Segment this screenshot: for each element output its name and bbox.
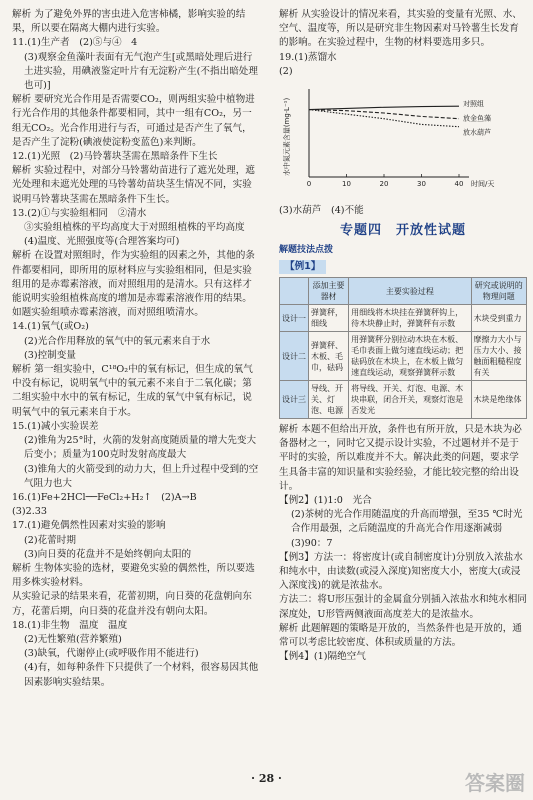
- x-tick-label: 20: [379, 180, 389, 189]
- answer-paragraph: (3)水葫芦 (4)不能: [279, 205, 364, 217]
- experiment-table: [279, 277, 527, 419]
- table-header: 主要实验过程: [349, 278, 471, 305]
- answer-paragraph: 14.(1)氧气(或O₂): [12, 321, 89, 333]
- row-label: 设计三: [280, 381, 309, 419]
- answer-paragraph: (3)观察金鱼藻叶表面有无气泡产生[或黑暗处理后进行土进实验，用碘液鉴定叶片有无淀粉产生(不指出暗处理也可)]: [24, 51, 258, 92]
- table-cell: 摩擦力大小与压力大小、接触面粗糙程度有关: [471, 332, 526, 381]
- answer-paragraph: 17.(1)避免偶然性因素对实验的影响: [12, 520, 166, 532]
- x-tick-label: 30: [417, 180, 426, 189]
- table-cell: 木块受到重力: [471, 305, 526, 332]
- answer-paragraph: 15.(1)减小实验误差: [12, 420, 99, 432]
- x-axis-label: 时间/天: [471, 180, 495, 189]
- series-line: [309, 106, 459, 109]
- answer-paragraph: (3)缺氧，代谢停止(或呼吸作用不能进行): [24, 648, 199, 660]
- answer-paragraph: 解析 为了避免外界的害虫进入危害柿橘，影响实验的结果，所以要在隔离大棚内进行实验。: [12, 9, 246, 35]
- answer-paragraph: 12.(1)光照 (2)马铃薯块茎需在黑暗条件下生长: [12, 151, 218, 163]
- answer-paragraph: 解析 从实验设计的情况来看，其实验的变量有光照、水、空气、温度等，所以是研究非生物因素对马铃薯生长发育的影响。在实验过程中，生物的材料要选用多只。: [279, 9, 522, 49]
- answer-paragraph: (2)花蕾时期: [24, 534, 76, 546]
- answer-paragraph: 【例4】(1)隔绝空气: [279, 651, 366, 663]
- answer-paragraph: 解析 本题不但给出开放，条件也有所开放，只是木块为必备器材之一，同时它又提示设计实验，不过题材并不是于平时的实验，所以难度并不大。解决此类的问题，要求学生具备丰富的知识量和实验经验，才能比较完整的给出设计。: [279, 424, 522, 492]
- legend-label: 放金鱼藻: [463, 114, 491, 123]
- watermark-logo: 答案圈: [465, 771, 525, 795]
- answer-paragraph: 解析 此题解题的策略是开放的，当然条件也是开放的，通常可以考虑比较密度、体积或质量的方法。: [279, 622, 522, 649]
- answer-paragraph: 16.(1)Fe+2HCl──FeCl₂+H₂↑ (2)A→B: [12, 491, 197, 503]
- answer-paragraph: 方法二：将U形压强计的金属盒分别插入浓盐水和纯水相同深度处，U形管两侧液面高度差大的是浓盐水。: [279, 594, 527, 620]
- table-header-row: [280, 278, 527, 305]
- answer-paragraph: 解析 实验过程中，对部分马铃薯幼苗进行了遮光处理，遮光处理和未遮光处理的马铃薯幼苗块茎生情况不同，实验说明马铃薯块茎需在黑暗条件下生长。: [12, 165, 255, 205]
- answer-paragraph: (4)有，如每种条件下只提供了一个材料，很容易因其他因素影响实验结果。: [24, 662, 259, 688]
- nitrogen-line-chart: [279, 79, 527, 199]
- sub-title: 解题技法点拨: [279, 244, 334, 255]
- table-cell: 木块是绝缘体: [471, 381, 526, 419]
- answer-paragraph: (4)温度、光照强度等(合理答案均可): [24, 236, 180, 248]
- right-top-text: [279, 8, 527, 79]
- legend-label: 对照组: [463, 100, 484, 109]
- table-cell: 弹簧秤、木板、毛巾，砝码: [309, 332, 349, 381]
- table-cell: 用细线将木块挂在弹簧秤钩上，待木块静止时，弹簧秤有示数: [349, 305, 471, 332]
- answer-paragraph: 解析 第一组实验中，C¹⁸O₂中的氧有标记，但生成的氧气中没有标记，说明氧气中的氧元素不来自于二氧化碳；第二组实验中水中的氧有标记，生成的氧气中氧有标记，说明氧气中的氧元素来自于水。: [12, 364, 253, 418]
- table-cell: 导线、开关、灯泡、电源: [309, 381, 349, 419]
- answer-paragraph: (2)无性繁殖(营养繁殖): [24, 633, 122, 645]
- page-number: · 28 ·: [251, 772, 282, 785]
- answer-paragraph: 13.(2)①与实验组相同 ②清水: [12, 207, 147, 219]
- answer-paragraph: ③实验组植株的平均高度大于对照组植株的平均高度: [24, 222, 245, 234]
- row-label: 设计二: [280, 332, 309, 381]
- table-row: [280, 305, 527, 332]
- answer-paragraph: 18.(1)非生物 温度 温度: [12, 619, 128, 631]
- table-row: [280, 381, 527, 419]
- answer-paragraph: 19.(1)蒸馏水: [279, 51, 337, 63]
- table-cell: 弹簧秤，细线: [309, 305, 349, 332]
- example-1-label: 【例1】: [279, 260, 326, 274]
- table-header-blank: [280, 278, 309, 305]
- answer-paragraph: 解析 要研究光合作用是否需要CO₂，则两组实验中植物进行光合作用的其他条件都要相同，其中一组有CO₂，另一组无CO₂。光合作用进行与否，可通过是否产生了氧气，是否产生了淀粉(碘液使淀粉变蓝色)来判断。: [12, 94, 255, 148]
- answer-paragraph: (3)90：7: [291, 537, 333, 549]
- answer-paragraph: 解析 生物体实验的选材，要避免实验的偶然性，所以要选用多株实验材料。: [12, 562, 255, 589]
- table-header: 研究或说明的物理问题: [471, 278, 526, 305]
- right-column: [279, 8, 527, 664]
- answer-paragraph: (2)光合作用释放的氧气中的氧元素来自于水: [24, 335, 211, 347]
- answer-paragraph: 11.(1)生产者 (2)⑤与④ 4: [12, 37, 138, 49]
- answer-paragraph: (2): [279, 65, 293, 77]
- series-line: [309, 110, 459, 119]
- left-column: [12, 8, 260, 690]
- answer-paragraph: 从实验记录的结果来看，花蕾初期，向日葵的花盘朝向东方，花蕾后期，向日葵的花盘并没有朝向太阳。: [12, 591, 252, 617]
- table-cell: 用弹簧秤分别拉动木块在木板、毛巾表面上做匀速直线运动；把砝码放在木块上，在木板上做匀速直线运动，观察弹簧秤示数: [349, 332, 471, 381]
- table-header: 添加主要器材: [309, 278, 349, 305]
- answer-paragraph: 解析 在设置对照组时，作为实验组的因素之外，其他的条件都要相同，即所用的原材料应与实验组相同，但是实验组用的是赤霉素溶液，而对照组用的是清水。只有这样才能说明实验组植株高度的增加是赤霉素溶液作用的结果。如题实验组喷赤霉素溶液，而对照组喷清水。: [12, 250, 255, 319]
- series-line: [309, 110, 459, 127]
- y-axis-label: 水中氮元素含量(mg·L⁻¹): [283, 97, 291, 177]
- table-cell: 将导线、开关、灯泡、电源、木块串联，闭合开关，观察灯泡是否发光: [349, 381, 471, 419]
- right-bottom-text: [279, 423, 527, 664]
- answer-paragraph: (3)向日葵的花盘并不是始终朝向太阳的: [24, 548, 192, 560]
- table-row: [280, 332, 527, 381]
- answer-paragraph: 【例2】(1)1:0 光合: [279, 495, 372, 507]
- right-mid-text: [279, 204, 527, 218]
- answer-paragraph: (2)锥角为25°时，火箭的发射高度随质量的增大先变大后变小；质量为100克时发射高度最大: [24, 435, 257, 461]
- x-tick-label: 40: [454, 180, 464, 189]
- legend-label: 放水葫芦: [463, 128, 491, 137]
- answer-paragraph: (3)锥角大的火箭受到的动力大，但上升过程中受到的空气阻力也大: [24, 463, 259, 489]
- section-title: 专题四 开放性试题: [339, 223, 466, 239]
- answer-paragraph: 【例3】方法一：将密度计(或自制密度计)分别放入浓盐水和纯水中，由读数(或浸入深度)知密度大小，密度大(或浸入深度浅)的就是浓盐水。: [279, 551, 523, 592]
- x-tick-label: 10: [342, 180, 351, 189]
- x-tick-label: 0: [306, 180, 312, 189]
- answer-paragraph: (3)控制变量: [24, 349, 76, 361]
- answer-paragraph: (2)茶树的光合作用随温度的升高而增强，至35 ℃时光合作用最强，之后随温度的升高光合作用逐渐减弱: [291, 509, 523, 535]
- row-label: 设计一: [280, 305, 309, 332]
- answer-paragraph: (3)2.33: [12, 506, 47, 518]
